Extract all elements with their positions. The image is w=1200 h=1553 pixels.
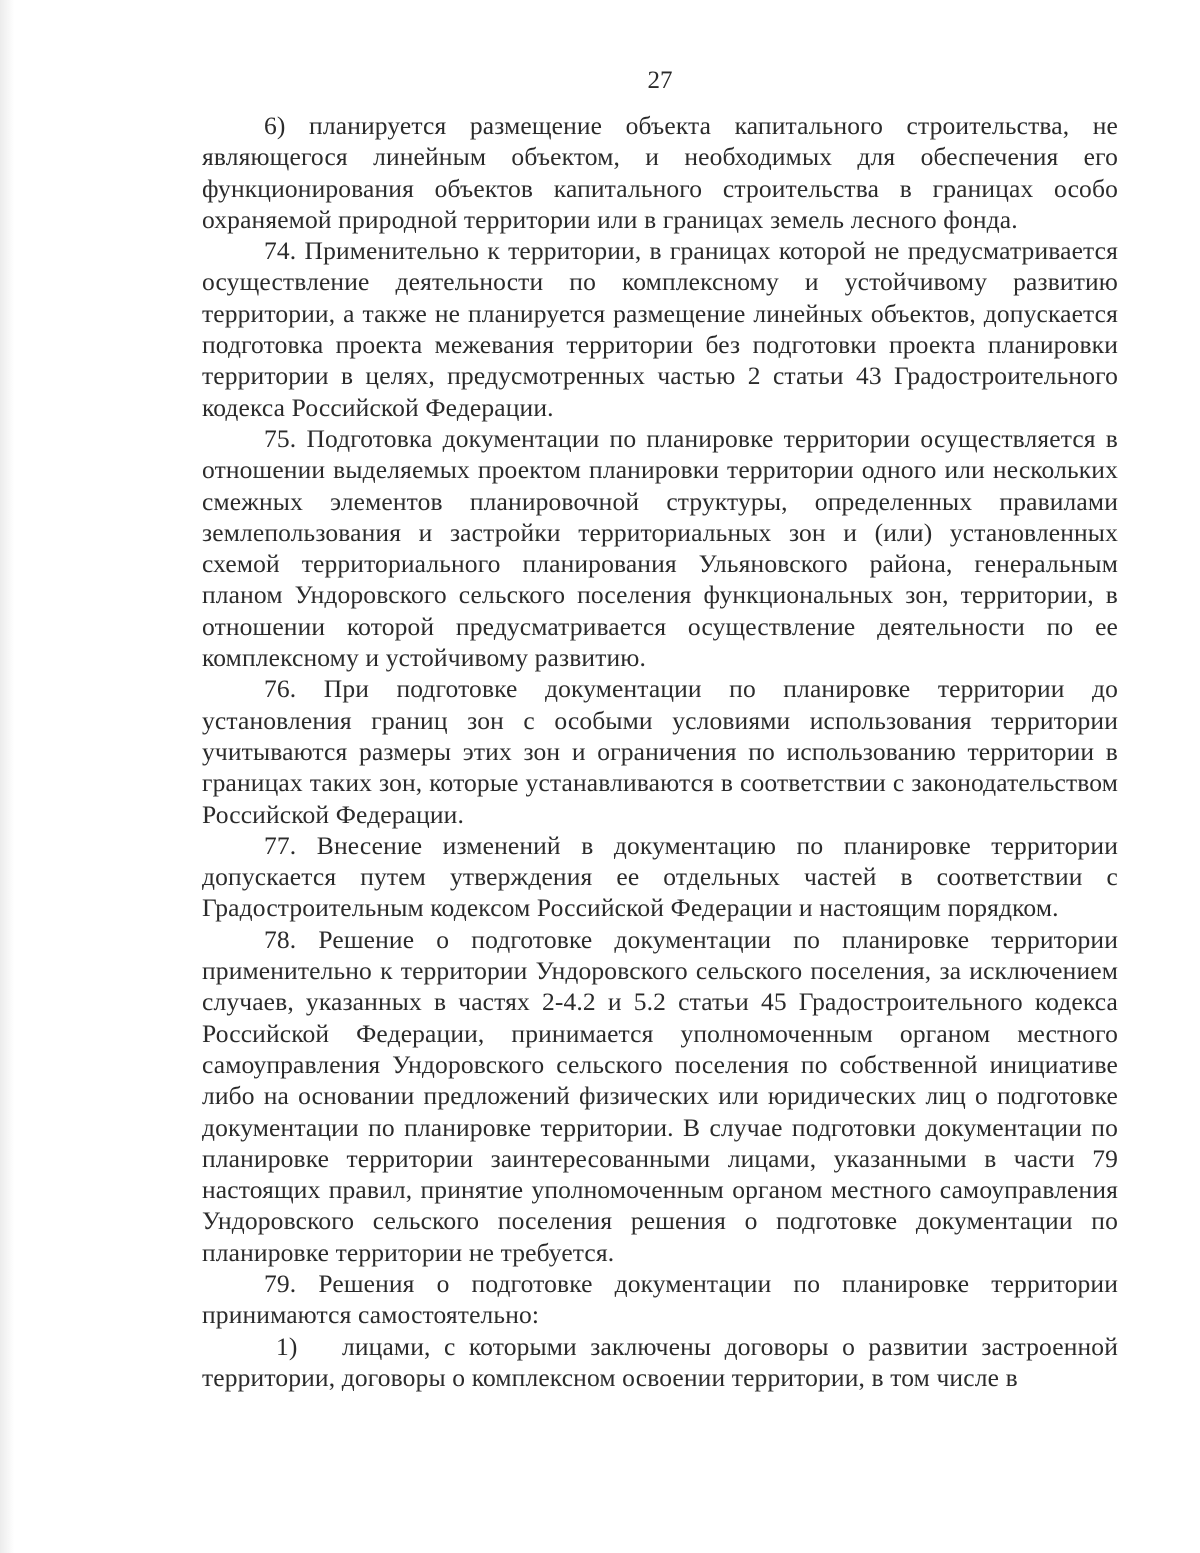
page-number: 27 <box>647 67 673 94</box>
paragraph-76: 76. При подготовке документации по планировке территории до установления границ зон с особыми условиями использования территории учитываются размеры этих зон и ограничения по использованию территории в границах таких зон, которые устанавливаются в соответствии с законодательством Российской Федерации. <box>202 674 1118 829</box>
paragraph-78: 78. Решение о подготовке документации по планировке территории применительно к территории Ундоровского сельского поселения, за исключением случаев, указанных в частях 2-4.2 и 5.2 статьи 45 Градостроительного кодекса Российской Федерации, принимается уполномоченным органом местного самоуправления Ундоровского сельского поселения по собственной инициативе либо на основании предложений физических или юридических лиц о подготовке документации по планировке территории. В случае подготовки документации по планировке территории заинтересованными лицами, указанными в части 79 настоящих правил, принятие уполномоченным органом местного самоуправления Ундоровского сельского поселения решения о подготовке документации по планировке территории не требуется. <box>202 924 1118 1267</box>
paragraph-77: 77. Внесение изменений в документацию по планировке территории допускается путем утверждения ее отдельных частей в соответствии с Градостроительным кодексом Российской Федерации и настоящим порядком. <box>202 830 1118 923</box>
list-item-1 <box>202 1331 1118 1394</box>
scan-edge-shadow <box>0 0 14 1553</box>
paragraph-item-6: 6) планируется размещение объекта капитального строительства, не являющегося линейным объектом, и необходимых для обеспечения его функционирования объектов капитального строительства в границах особо охраняемой природной территории или в границах земель лесного фонда. <box>202 111 1118 234</box>
paragraph-79: 79. Решения о подготовке документации по планировке территории принимаются самостоятельно: <box>202 1268 1118 1330</box>
document-page <box>202 64 1118 1393</box>
list-item-number: 1) <box>276 1331 298 1361</box>
list-item-text: лицами, с которыми заключены договоры о развитии застроенной территории, договоры о комплексном освоении территории, в том числе в <box>202 1331 1118 1392</box>
paragraph-74: 74. Применительно к территории, в границах которой не предусматривается осуществление деятельности по комплексному и устойчивому развитию территории, а также не планируется размещение линейных объектов, допускается подготовка проекта межевания территории без подготовки проекта планировки территории в целях, предусмотренных частью 2 статьи 43 Градостроительного кодекса Российской Федерации. <box>202 236 1118 422</box>
paragraph-75: 75. Подготовка документации по планировке территории осуществляется в отношении выделяемых проектом планировки территории одного или нескольких смежных элементов планировочной структуры, определенных правилами землепользования и застройки территориальных зон и (или) установленных схемой территориального планирования Ульяновского района, генеральным планом Ундоровского сельского поселения функциональных зон, территории, в отношении которой предусматривается осуществление деятельности по ее комплексному и устойчивому развитию. <box>202 423 1118 673</box>
